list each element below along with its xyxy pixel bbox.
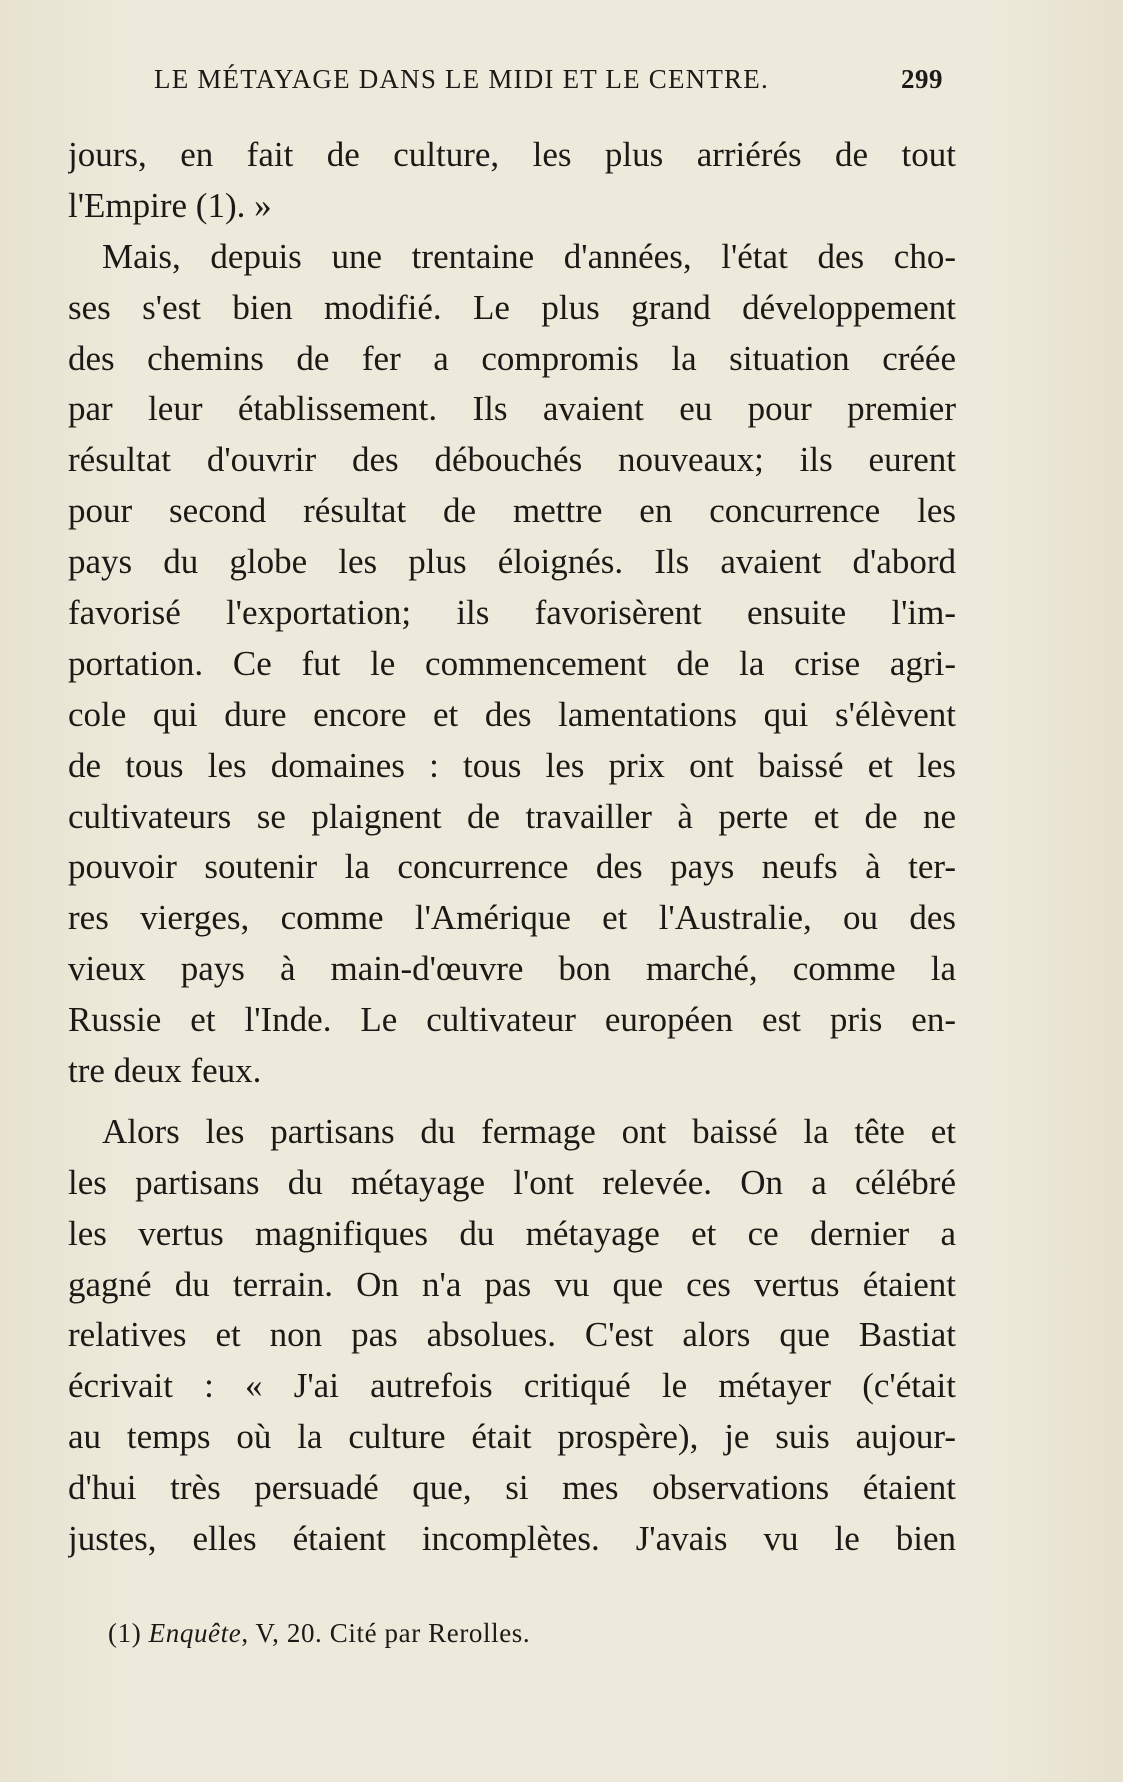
text-line: des chemins de fer a compromis la situation créée [68, 338, 956, 378]
footnote-marker: (1) [108, 1618, 142, 1648]
text-line: Russie et l'Inde. Le cultivateur européen est pris en- [68, 1000, 956, 1040]
text-line: portation. Ce fut le commencement de la crise agri- [68, 643, 956, 683]
footnote-title: Enquête [148, 1618, 242, 1648]
text-line: gagné du terrain. On n'a pas vu que ces vertus étaient [68, 1264, 956, 1304]
text-line: l'Empire (1). » [68, 185, 272, 225]
text-line: pouvoir soutenir la concurrence des pays neufs à ter- [68, 847, 956, 887]
text-line: résultat d'ouvrir des débouchés nouveaux; ils eurent [68, 440, 956, 480]
text-line: cultivateurs se plaignent de travailler à perte et de ne [68, 796, 956, 836]
text-line: tre deux feux. [68, 1051, 262, 1091]
text-line: Alors les partisans du fermage ont baissé la tête et [102, 1111, 956, 1151]
footnote-citation: , V, 20. Cité par Rerolles. [241, 1618, 531, 1648]
running-head [140, 64, 945, 104]
text-line: vieux pays à main-d'œuvre bon marché, comme la [68, 949, 956, 989]
text-line: jours, en fait de culture, les plus arriérés de tout [68, 135, 956, 174]
page-number: 299 [901, 64, 943, 94]
text-line: par leur établissement. Ils avaient eu pour premier [68, 389, 956, 429]
text-line: cole qui dure encore et des lamentations qui s'élèvent [68, 694, 956, 734]
text-line: au temps où la culture était prospère), je suis aujour- [68, 1417, 956, 1457]
text-line: pays du globe les plus éloignés. Ils avaient d'abord [68, 542, 956, 582]
text-line: Mais, depuis une trentaine d'années, l'état des cho- [102, 236, 956, 276]
text-line: justes, elles étaient incomplètes. J'avais vu le bien [68, 1519, 956, 1559]
body-text [68, 130, 956, 1565]
text-line: pour second résultat de mettre en concurrence les [68, 491, 956, 531]
text-line: ses s'est bien modifié. Le plus grand développement [68, 287, 956, 327]
text-line: les vertus magnifiques du métayage et ce dernier a [68, 1213, 956, 1253]
text-line: les partisans du métayage l'ont relevée. On a célébré [68, 1162, 956, 1202]
footnote [108, 1618, 530, 1649]
paragraph-gap [68, 1097, 956, 1107]
text-line: relatives et non pas absolues. C'est alors que Bastiat [68, 1315, 956, 1355]
text-line: d'hui très persuadé que, si mes observations étaient [68, 1468, 956, 1508]
text-line: favorisé l'exportation; ils favorisèrent ensuite l'im- [68, 593, 956, 633]
text-line: de tous les domaines : tous les prix ont baissé et les [68, 745, 956, 785]
text-line: res vierges, comme l'Amérique et l'Australie, ou des [68, 898, 956, 938]
running-title: LE MÉTAYAGE DANS LE MIDI ET LE CENTRE. [154, 64, 769, 94]
text-line: écrivait : « J'ai autrefois critiqué le métayer (c'était [68, 1366, 956, 1406]
